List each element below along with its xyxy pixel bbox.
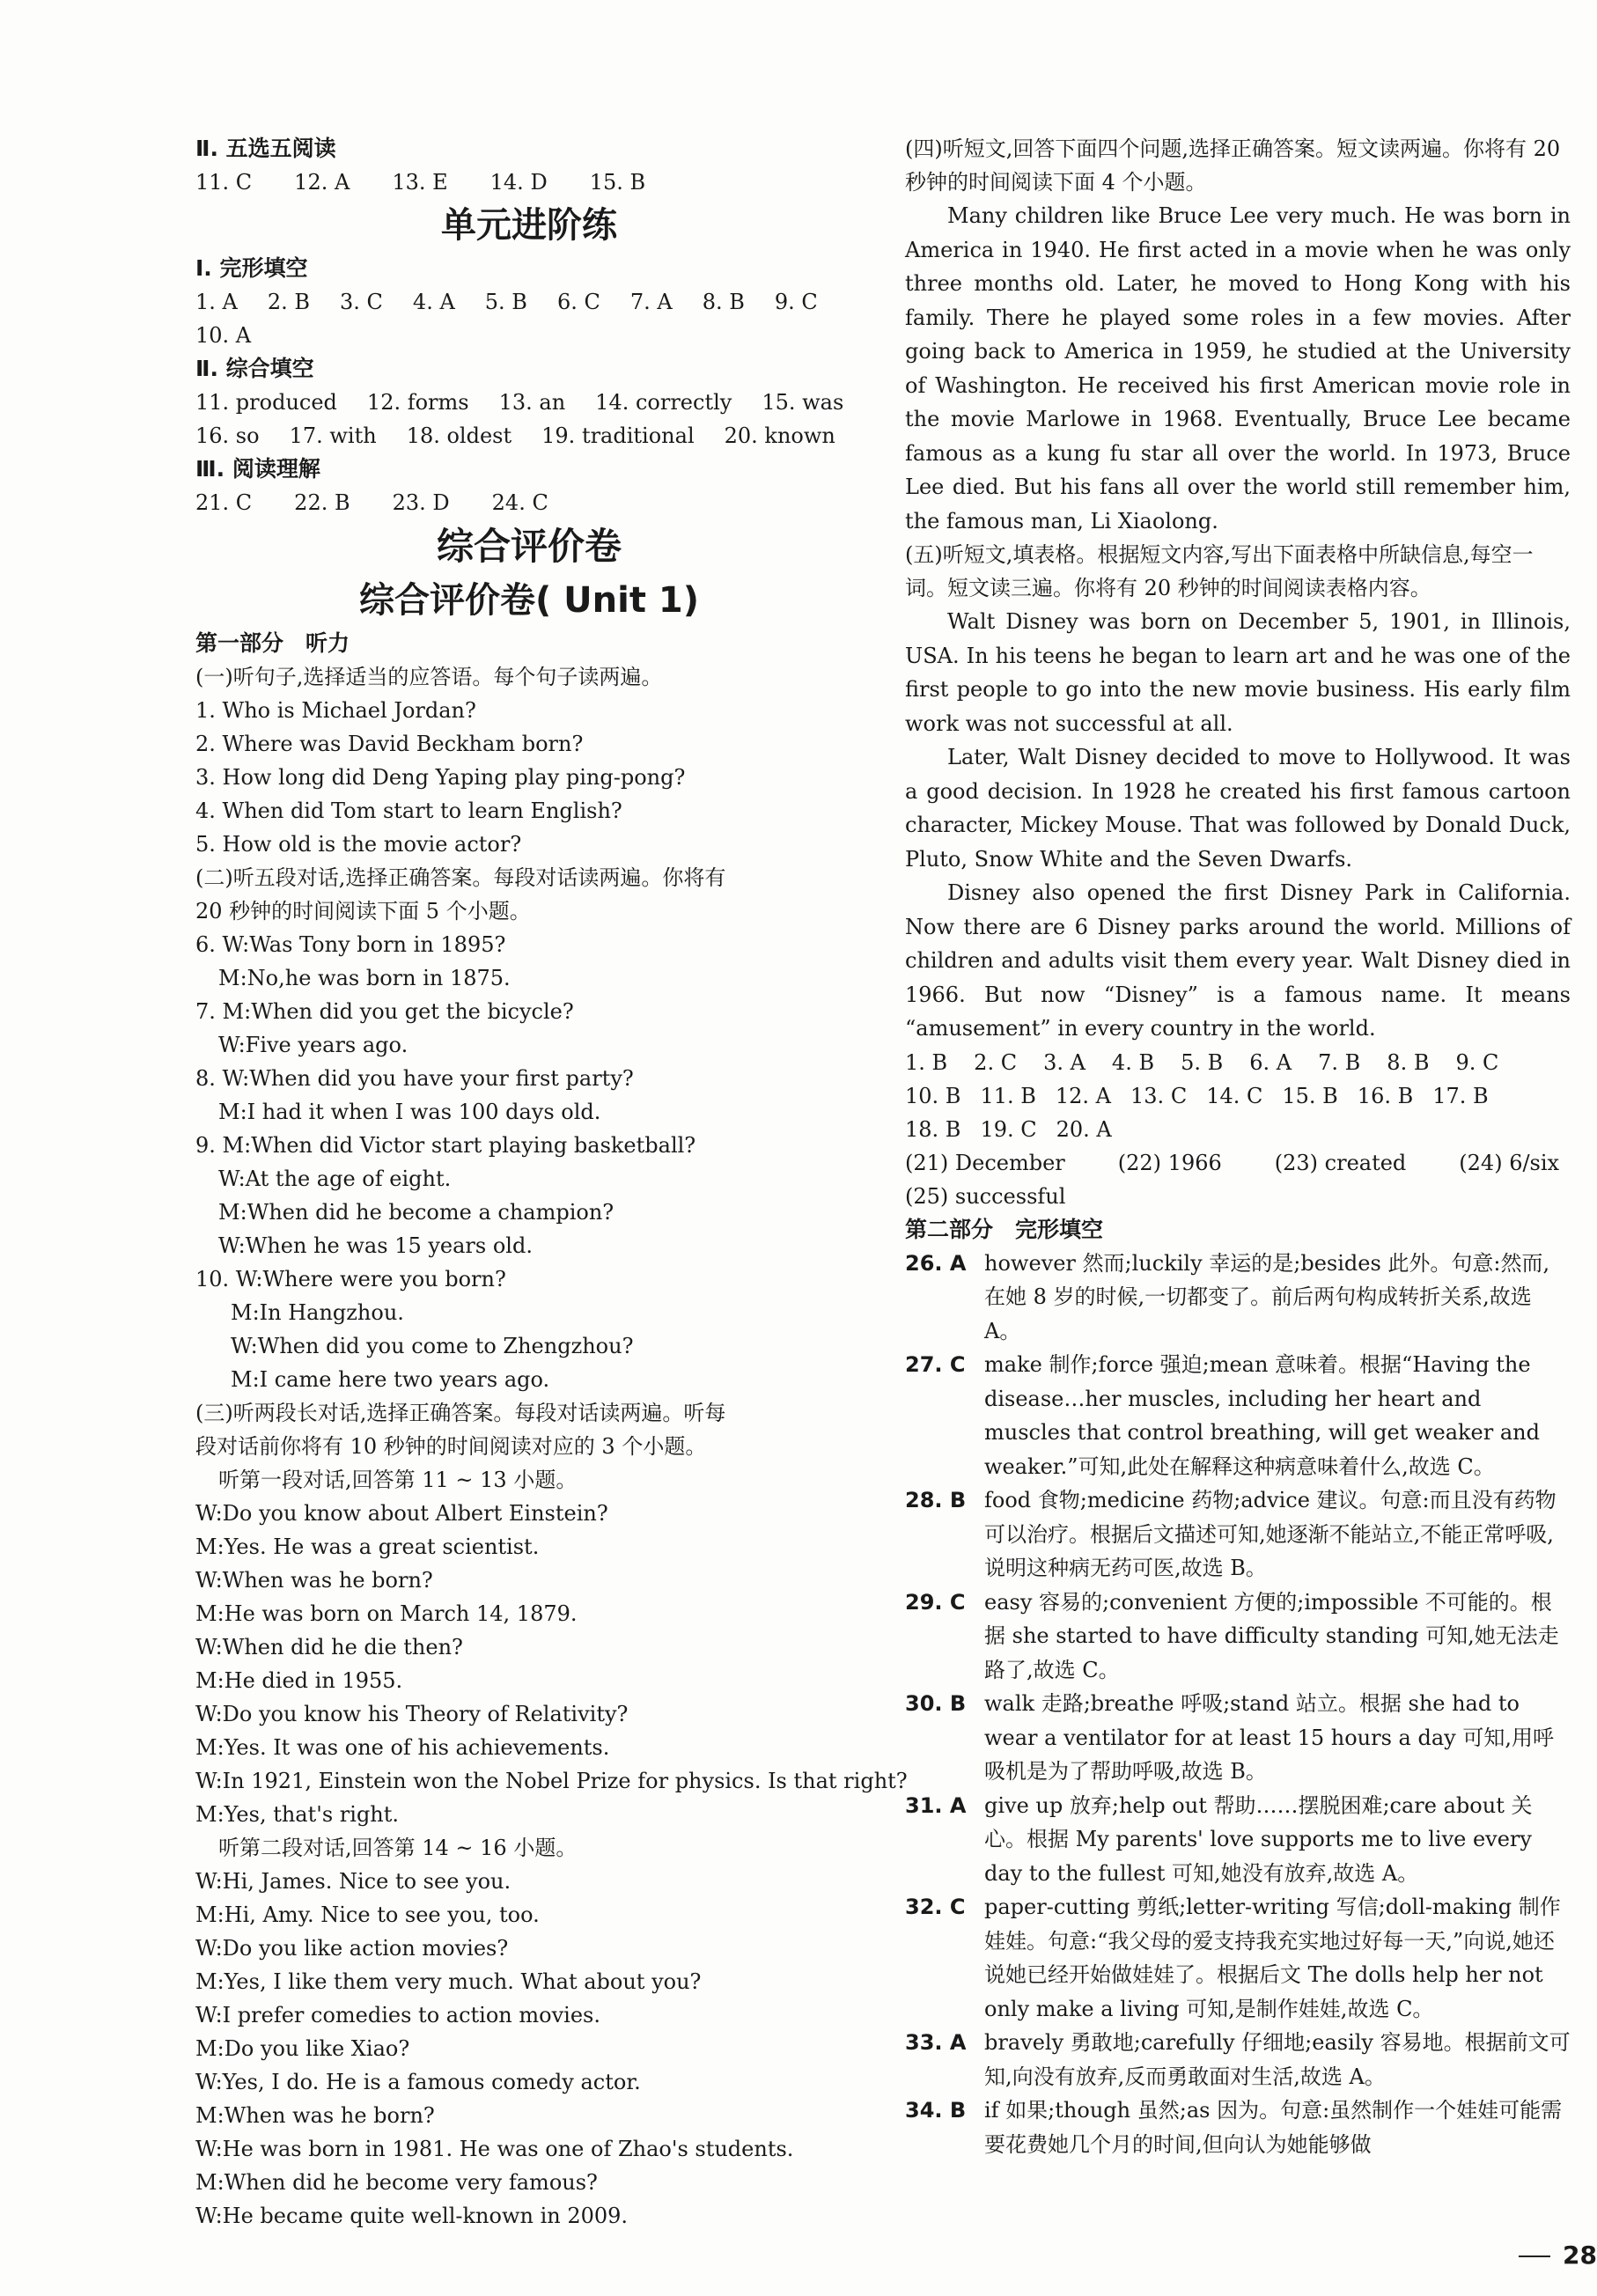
explanation-number: 27. C (905, 1352, 966, 1377)
reading-answers (195, 486, 863, 519)
answer: 13. C (1130, 1083, 1188, 1108)
explanation-item (905, 1890, 1571, 2026)
explanation-number: 33. A (905, 2030, 967, 2055)
disney-passage-3: Disney also opened the first Disney Park in California. Now there are 6 Disney parks around the world. Millions of children and adults visit them every year. Walt Disney died in 1966. But now “Disney” is a famous name. It means “amusement” in every country in the world. (905, 880, 1571, 1041)
answer: (21) December (905, 1150, 1065, 1175)
listening-script (195, 660, 908, 2233)
script-line: 段对话前你将有 10 秒钟的时间阅读对应的 3 个小题。 (195, 1434, 707, 1459)
bruce-lee-passage: Many children like Bruce Lee very much. He was born in America in 1940. He first acted in a movie when he was only three months old. Later, he moved to Hong Kong with his family. There he played some roles in a few movies. After going back to America in 1959, he studied at the University of Washington. He received his first American movie role in the movie Marlowe in 1968. Eventually, Bruce Lee became famous as a kung fu star all over the world. In 1973, Bruce Lee died. But his fans all over the world still remember him, the famous man, Li Xiaolong. (905, 203, 1571, 534)
explanation-number: 26. A (905, 1250, 967, 1276)
explanation-text: food 食物;medicine 药物;advice 建议。句意:而且没有药物可以治疗。根据后文描述可知,她逐渐不能站立,不能正常呼吸,说明这种病无药可医,故选 B。 (984, 1488, 1557, 1580)
script-line: M:When was he born? (195, 2103, 435, 2128)
explanation-text: if 如果;though 虽然;as 因为。句意:虽然制作一个娃娃可能需要花费她几个月的时间,但向认为她能够做 (984, 2098, 1563, 2157)
script-line: W:Hi, James. Nice to see you. (195, 1869, 511, 1894)
explanation-number: 30. B (905, 1691, 967, 1716)
answer: 13. an (498, 390, 566, 415)
answer: 12. forms (366, 390, 469, 415)
answer: 15. B (1282, 1083, 1338, 1108)
page-number-dash (1519, 2256, 1550, 2257)
fill-row-1 (195, 386, 863, 419)
script-line: W:When he was 15 years old. (218, 1233, 533, 1258)
script-line: W:He became quite well-known in 2009. (195, 2204, 629, 2228)
script-line: W:Do you know about Albert Einstein? (195, 1501, 608, 1526)
answer: 14. D (489, 170, 548, 195)
script-line: W:Do you like action movies? (195, 1936, 509, 1961)
answer: 6. C (556, 290, 600, 314)
script-line: 20 秒钟的时间阅读下面 5 个小题。 (195, 899, 531, 924)
cloze-answers-row-2 (195, 319, 863, 352)
cloze-answers-row-1 (195, 285, 863, 319)
answer: 5. B (1181, 1049, 1224, 1075)
script-line: 4. When did Tom start to learn English? (195, 798, 622, 823)
answer: 21. C (195, 490, 253, 515)
cloze-explanations (905, 1247, 1571, 2162)
explanation-item (905, 1348, 1571, 1483)
script-line: W:At the age of eight. (218, 1166, 452, 1191)
answer: 3. C (340, 290, 383, 314)
answer: 5. B (484, 290, 527, 314)
script-line: M:He was born on March 14, 1879. (195, 1601, 578, 1626)
script-line: W:When did you come to Zhengzhou? (231, 1334, 634, 1358)
script-line: M:I had it when I was 100 days old. (218, 1100, 601, 1124)
table-fill-answers-row-1 (905, 1146, 1571, 1180)
explanation-number: 32. C (905, 1895, 966, 1919)
answer: 18. B (905, 1116, 961, 1142)
script-line: W:He was born in 1981. He was one of Zhao's students. (195, 2137, 794, 2161)
fill-row-2 (195, 419, 863, 453)
script-line: M:No,he was born in 1875. (218, 966, 511, 990)
answer: 3. A (1043, 1049, 1086, 1075)
explanation-item (905, 1247, 1571, 1349)
script-line: 听第一段对话,回答第 11 ~ 13 小题。 (218, 1468, 578, 1492)
section-reading: Ⅲ. 阅读理解 (195, 456, 320, 482)
script-line: M:Hi, Amy. Nice to see you, too. (195, 1902, 540, 1927)
answer: 7. A (629, 290, 673, 314)
answer: 9. C (1455, 1049, 1499, 1075)
script-line: M:Yes, I like them very much. What about you? (195, 1969, 702, 1994)
explanation-text: bravely 勇敢地;carefully 仔细地;easily 容易地。根据前文可知,向没有放弃,反而勇敢面对生活,故选 A。 (984, 2030, 1571, 2089)
script-line: W:In 1921, Einstein won the Nobel Prize for physics. Is that right? (195, 1769, 908, 1793)
explanation-text: easy 容易的;convenient 方便的;impossible 不可能的。根据 she started to have difficulty standing 可知,她无法走路了,故选 C。 (984, 1589, 1559, 1682)
script-line: M:In Hangzhou. (231, 1300, 404, 1325)
answer: 20. known (724, 423, 835, 448)
script-line: W:I prefer comedies to action movies. (195, 2003, 600, 2027)
answer: 15. was (762, 390, 844, 415)
table-fill-answers-row-2 (905, 1180, 1571, 1213)
answer: (25) successful (905, 1183, 1066, 1209)
listening-answers-row-1 (905, 1046, 1571, 1079)
answer: 4. A (412, 290, 455, 314)
answer: 4. B (1111, 1049, 1155, 1075)
section-five-choice: Ⅱ. 五选五阅读 (195, 136, 336, 161)
answer: 10. A (195, 323, 252, 348)
section-four-intro: (四)听短文,回答下面四个问题,选择正确答案。短文读两遍。你将有 20 秒钟的时间阅读下面 4 个小题。 (905, 136, 1561, 195)
disney-passage-1: Walt Disney was born on December 5, 1901, in Illinois, USA. In his teens he began to learn art and he was one of the first people to go into the new movie business. His early film work was not successful at all. (905, 609, 1571, 736)
script-line: M:When did he become very famous? (195, 2170, 598, 2195)
script-line: W:When was he born? (195, 1568, 433, 1593)
section-cloze: Ⅰ. 完形填空 (195, 255, 308, 281)
answer: 14. C (1206, 1083, 1263, 1108)
answer: (23) created (1274, 1150, 1407, 1175)
script-line: M:Yes. It was one of his achievements. (195, 1735, 610, 1760)
answer: 12. A (294, 170, 350, 195)
listening-answers-row-3 (905, 1113, 1571, 1146)
answer: 23. D (392, 490, 450, 515)
answer: 12. A (1055, 1083, 1112, 1108)
script-line: M:Do you like Xiao? (195, 2036, 410, 2061)
script-line: W:When did he die then? (195, 1635, 463, 1659)
script-line: 5. How old is the movie actor? (195, 832, 522, 857)
explanation-item (905, 1483, 1571, 1586)
script-line: M:Yes. He was a great scientist. (195, 1534, 540, 1559)
script-line: 听第二段对话,回答第 14 ~ 16 小题。 (218, 1836, 578, 1860)
answer: 1. A (195, 290, 238, 314)
explanation-item (905, 1586, 1571, 1688)
answer: 11. B (980, 1083, 1036, 1108)
right-column (905, 132, 1571, 2161)
explanation-text: give up 放弃;help out 帮助……摆脱困难;care about 关心。根据 My parents' love supports me to live every day to the fullest 可知,她没有放弃,故选 A。 (984, 1792, 1533, 1886)
section-fill: Ⅱ. 综合填空 (195, 356, 314, 381)
explanation-number: 28. B (905, 1488, 967, 1512)
answer: 17. B (1432, 1083, 1489, 1108)
answer: 6. A (1249, 1049, 1292, 1075)
explanation-item (905, 2094, 1571, 2161)
script-line: 2. Where was David Beckham born? (195, 732, 584, 756)
script-line: W:Do you know his Theory of Relativity? (195, 1702, 629, 1726)
answer: 2. B (267, 290, 311, 314)
answer: 18. oldest (406, 423, 512, 448)
answer: 11. C (195, 170, 253, 195)
explanation-item (905, 1687, 1571, 1789)
page-number: 28 (1519, 2241, 1597, 2270)
answer: 13. E (392, 170, 448, 195)
explanation-item (905, 2026, 1571, 2094)
answer: (22) 1966 (1117, 1150, 1222, 1175)
script-line: 10. W:Where were you born? (195, 1267, 506, 1292)
answer: 16. so (195, 423, 260, 448)
answer: 9. C (774, 290, 818, 314)
answer: 15. B (589, 170, 646, 195)
script-line: M:I came here two years ago. (231, 1367, 550, 1392)
script-line: 1. Who is Michael Jordan? (195, 698, 476, 723)
script-line: (一)听句子,选择适当的应答语。每个句子读两遍。 (195, 665, 663, 689)
answer: (24) 6/six (1459, 1150, 1560, 1175)
answer: 1. B (905, 1049, 948, 1075)
listening-answers-row-2 (905, 1079, 1571, 1113)
answer: 20. A (1056, 1116, 1112, 1142)
answer: 16. B (1357, 1083, 1414, 1108)
answer: 8. B (702, 290, 745, 314)
script-line: (二)听五段对话,选择正确答案。每段对话读两遍。你将有 (195, 865, 726, 890)
answer: 2. C (974, 1049, 1018, 1075)
answer: 19. traditional (541, 423, 695, 448)
script-line: 7. M:When did you get the bicycle? (195, 999, 574, 1024)
exam-unit-title: 综合评价卷( Unit 1) (358, 580, 700, 621)
five-choice-answers (195, 166, 863, 199)
script-line: 6. W:Was Tony born in 1895? (195, 932, 506, 957)
exam-title: 综合评价卷 (436, 525, 622, 568)
answer: 11. produced (195, 390, 337, 415)
explanation-number: 29. C (905, 1589, 966, 1615)
explanation-text: paper-cutting 剪纸;letter-writing 写信;doll-making 制作娃娃。句意:“我父母的爱支持我充实地过好每一天,”向说,她还说她已经开始做娃娃了。根据后文 The dolls help her not only make a living 可知,是制作娃娃,故选 C。 (984, 1895, 1561, 2021)
part-listening: 第一部分 听力 (195, 630, 350, 656)
script-line: W:Yes, I do. He is a famous comedy actor. (195, 2070, 641, 2094)
explanation-number: 34. B (905, 2098, 967, 2123)
script-line: M:Yes, that's right. (195, 1802, 400, 1827)
explanation-text: however 然而;luckily 幸运的是;besides 此外。句意:然而,在她 8 岁的时候,一切都变了。前后两句构成转折关系,故选 A。 (984, 1250, 1550, 1343)
disney-passage-2: Later, Walt Disney decided to move to Hollywood. It was a good decision. In 1928 he created his first famous cartoon character, Mickey Mouse. That was followed by Donald Duck, Pluto, Snow White and the Seven Dwarfs. (905, 745, 1571, 872)
answer: 19. C (980, 1116, 1037, 1142)
script-line: M:When did he become a champion? (218, 1200, 615, 1225)
explanation-number: 31. A (905, 1792, 967, 1818)
answer: 7. B (1318, 1049, 1361, 1075)
explanation-text: walk 走路;breathe 呼吸;stand 站立。根据 she had to wear a ventilator for at least 15 hours a day 可知,用呼吸机是为了帮助呼吸,故选 B。 (984, 1691, 1554, 1784)
answer: 17. with (289, 423, 377, 448)
section-five-intro: (五)听短文,填表格。根据短文内容,写出下面表格中所缺信息,每空一词。短文读三遍。你将有 20 秒钟的时间阅读表格内容。 (905, 542, 1534, 600)
script-line: 9. M:When did Victor start playing basketball? (195, 1133, 696, 1158)
script-line: 3. How long did Deng Yaping play ping-pong? (195, 765, 686, 790)
script-line: M:He died in 1955. (195, 1668, 403, 1693)
answer: 14. correctly (595, 390, 732, 415)
answer: 10. B (905, 1083, 961, 1108)
unit-practice-title: 单元进阶练 (441, 205, 617, 246)
answer: 24. C (491, 490, 548, 515)
script-line: 8. W:When did you have your first party? (195, 1066, 634, 1091)
part-cloze: 第二部分 完形填空 (905, 1216, 1104, 1242)
script-line: (三)听两段长对话,选择正确答案。每段对话读两遍。听每 (195, 1401, 726, 1425)
left-column (195, 132, 908, 2233)
answer: 8. B (1387, 1049, 1430, 1075)
answer: 22. B (294, 490, 350, 515)
explanation-item (905, 1789, 1571, 1891)
explanation-text: make 制作;force 强迫;mean 意味着。根据“Having the disease…her muscles, including her heart and muscles that control breathing, will get weaker and weaker.”可知,此处在解释这种病意味着什么,故选 C。 (984, 1352, 1540, 1479)
script-line: W:Five years ago. (218, 1033, 408, 1057)
